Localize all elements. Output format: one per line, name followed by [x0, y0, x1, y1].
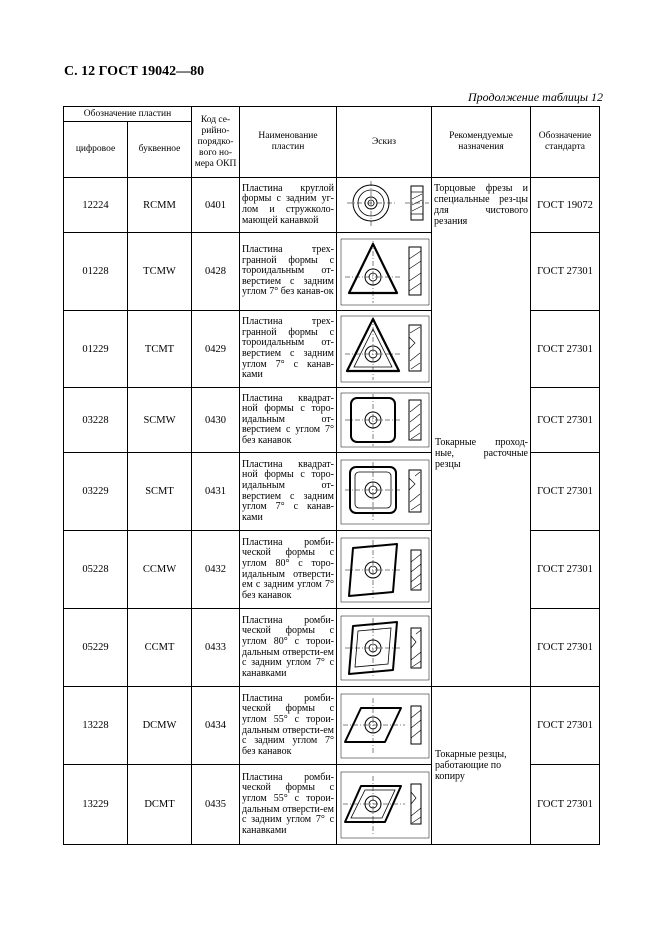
code-cell: 0435	[192, 765, 240, 845]
table-row	[64, 531, 600, 609]
table-row	[64, 233, 600, 311]
name-cell: Пластина квадрат-ной формы с торо-идальным от-верстием с углом 7° без канавок	[240, 388, 337, 453]
letter-cell: RCMM	[128, 178, 192, 233]
code-header: Код се-рийно-порядко-вого но-мера ОКП	[192, 107, 240, 178]
letter-cell: TCMT	[128, 311, 192, 388]
code-cell: 0432	[192, 531, 240, 609]
standard-cell: ГОСТ 27301	[531, 453, 600, 531]
designation-group-header: Обозначение пластин	[64, 107, 192, 122]
square-icon	[339, 390, 431, 450]
standard-cell: ГОСТ 27301	[531, 765, 600, 845]
code-cell: 0431	[192, 453, 240, 531]
page-header: С. 12 ГОСТ 19042—80	[64, 64, 205, 79]
digital-cell: 12224	[64, 178, 128, 233]
name-cell: Пластина ромби-ческой формы с углом 80° с торои-дальным отверсти-ем с задним углом 7° с канавками	[240, 609, 337, 687]
letter-cell: SCMW	[128, 388, 192, 453]
standard-header: Обозначение стандарта	[531, 107, 600, 178]
sketch-header: Эскиз	[337, 107, 432, 178]
code-cell: 0433	[192, 609, 240, 687]
letter-cell: TCMW	[128, 233, 192, 311]
sketch-cell	[337, 687, 432, 765]
code-cell: 0401	[192, 178, 240, 233]
letter-cell: DCMW	[128, 687, 192, 765]
standard-cell: ГОСТ 27301	[531, 687, 600, 765]
name-cell: Пластина квадрат-ной формы с торо-идальным от-верстием с задним углом 7° с канав-ками	[240, 453, 337, 531]
square-groove-icon	[339, 456, 431, 528]
recommendation-turning: Токарные проход-ные, расточные резцы	[435, 437, 528, 470]
name-cell: Пластина круглой формы с задним уг-лом и стружколо-мающей канавкой	[240, 178, 337, 233]
sketch-cell	[337, 453, 432, 531]
digital-cell: 01229	[64, 311, 128, 388]
digital-cell: 05228	[64, 531, 128, 609]
rhombus55-icon	[339, 690, 431, 762]
letter-cell: DCMT	[128, 765, 192, 845]
recommendation-copy: Токарные резцы, работающие по копиру	[435, 749, 507, 782]
standard-cell: ГОСТ 27301	[531, 609, 600, 687]
triangle-groove-icon	[339, 313, 431, 385]
rhombus55-groove-icon	[339, 768, 431, 842]
name-cell: Пластина ромби-ческой формы с углом 80° с торо-идальным отверсти-ем с задним углом 7° без канавок	[240, 531, 337, 609]
rhombus80-icon	[339, 534, 431, 606]
name-cell: Пластина ромби-ческой формы с углом 55° с торои-дальным отверсти-ем с задним углом 7° с канавками	[240, 765, 337, 845]
sketch-cell	[337, 765, 432, 845]
digital-cell: 13229	[64, 765, 128, 845]
name-cell: Пластина ромби-ческой формы с углом 55° с торои-дальным отверсти-ем с задним углом 7° без канавок	[240, 687, 337, 765]
digital-cell: 05229	[64, 609, 128, 687]
standard-cell: ГОСТ 27301	[531, 233, 600, 311]
letter-cell: CCMW	[128, 531, 192, 609]
sketch-cell	[337, 609, 432, 687]
standard-cell: ГОСТ 19072	[531, 178, 600, 233]
code-cell: 0434	[192, 687, 240, 765]
round-icon	[339, 180, 431, 230]
digital-cell: 03228	[64, 388, 128, 453]
sketch-cell	[337, 531, 432, 609]
triangle-icon	[339, 235, 431, 309]
inserts-table	[63, 106, 600, 845]
table-row	[64, 609, 600, 687]
digital-header: цифровое	[64, 122, 128, 178]
name-header: Наименование пластин	[240, 107, 337, 178]
digital-cell: 13228	[64, 687, 128, 765]
digital-cell: 03229	[64, 453, 128, 531]
code-cell: 0428	[192, 233, 240, 311]
recommendation-cell	[432, 178, 531, 233]
name-cell: Пластина трех-гранной формы с тороидальным от-верстием с задним углом 7° без канав-ок	[240, 233, 337, 311]
standard-cell: ГОСТ 27301	[531, 388, 600, 453]
digital-cell: 01228	[64, 233, 128, 311]
name-cell: Пластина трех-гранной формы с тороидальным от-верстием с задним углом 7° с канав-ками	[240, 311, 337, 388]
letter-cell: CCMT	[128, 609, 192, 687]
sketch-cell	[337, 233, 432, 311]
recommended-header: Рекомендуемые назначения	[432, 107, 531, 178]
standard-cell: ГОСТ 27301	[531, 531, 600, 609]
letter-cell: SCMT	[128, 453, 192, 531]
code-cell: 0429	[192, 311, 240, 388]
table-row	[64, 178, 600, 233]
recommendation-face-mills: Торцовые фрезы и специальные рез-цы для чистового резания	[434, 183, 529, 228]
sketch-cell	[337, 311, 432, 388]
sketch-cell	[337, 178, 432, 233]
code-cell: 0430	[192, 388, 240, 453]
table-row	[64, 311, 600, 388]
standard-cell: ГОСТ 27301	[531, 311, 600, 388]
table-continuation-label: Продолжение таблицы 12	[467, 90, 603, 104]
rhombus80-groove-icon	[339, 612, 431, 684]
letter-header: буквенное	[128, 122, 192, 178]
sketch-cell	[337, 388, 432, 453]
